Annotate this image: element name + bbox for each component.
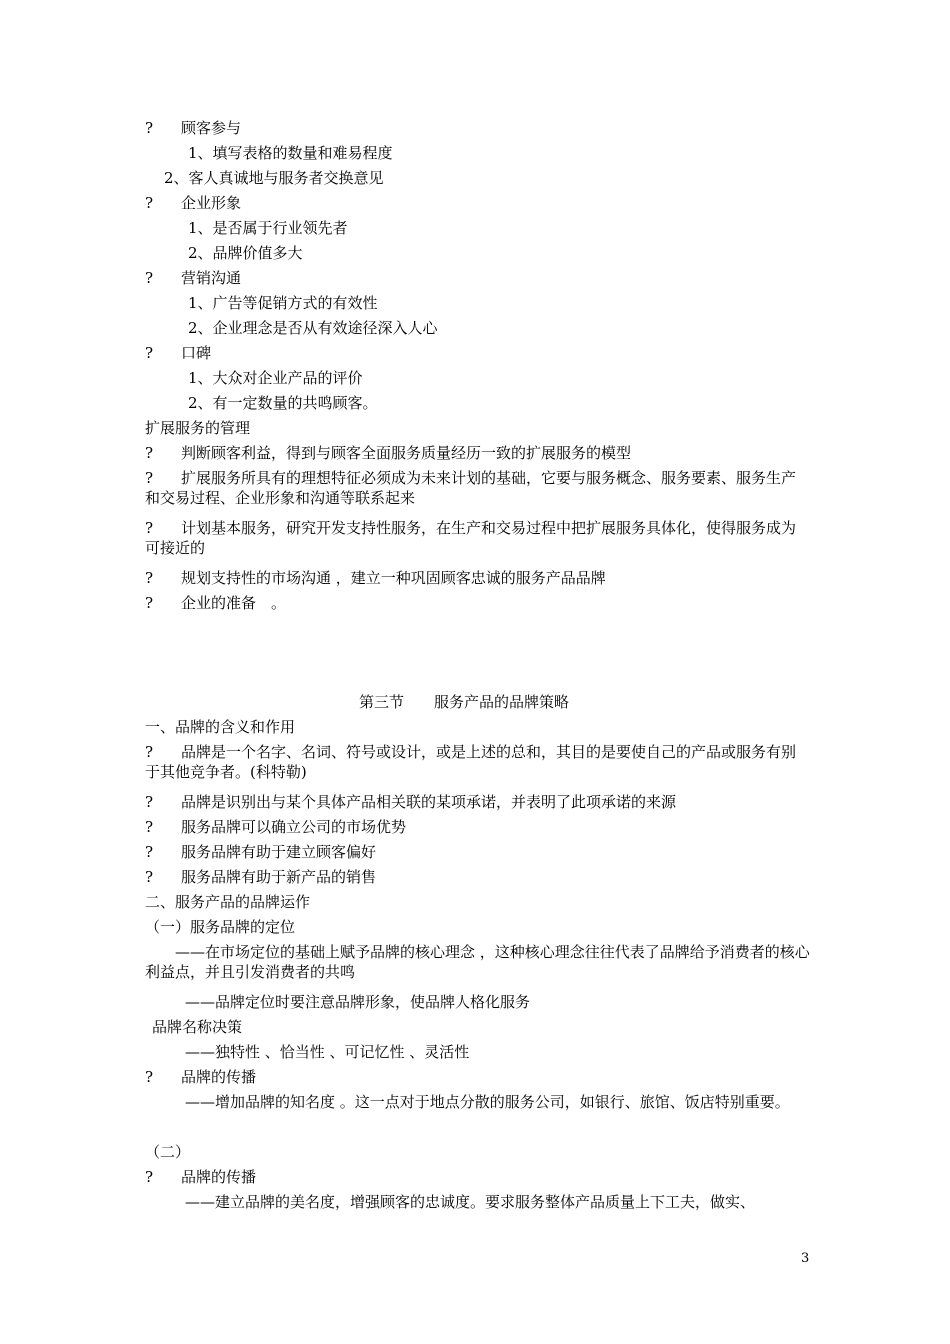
page-number: 3 (801, 1251, 810, 1266)
bullet-item: ? 服务品牌可以确立公司的市场优势 (145, 818, 407, 836)
bullet-marker: ? (145, 818, 154, 836)
bullet-marker: ? (145, 594, 154, 612)
bullet-marker: ? (145, 269, 154, 287)
paragraph: ——增加品牌的知名度 。这一点对于地点分散的服务公司，如银行、旅馆、饭店特别重要。 (185, 1093, 790, 1111)
bullet-item: ? 扩展服务所具有的理想特征必须成为未来计划的基础，它要与服务概念、服务要素、服务生产和交易过程、企业形象和沟通等联系起来 (145, 469, 797, 507)
bullet-marker: ? (145, 843, 154, 861)
sub-item: 1、广告等促销方式的有效性 (188, 294, 378, 312)
bullet-item: ? 口碑 (145, 344, 212, 362)
paragraph: ——在市场定位的基础上赋予品牌的核心理念 ，这种核心理念往往代表了品牌给予消费者的核心利益点，并且引发消费者的共鸣 (145, 943, 810, 981)
bullet-marker: ? (145, 194, 154, 212)
bullet-item: ? 企业的准备 。 (145, 594, 287, 612)
bullet-marker: ? (145, 569, 154, 587)
subsection-heading: （二） (145, 1143, 191, 1161)
bullet-item: ? 营销沟通 (145, 269, 242, 287)
paragraph: ——建立品牌的美名度，增强顾客的忠诚度。要求服务整体产品质量上下工夫，做实、 (185, 1193, 756, 1211)
subsection-heading: （一）服务品牌的定位 (145, 918, 296, 936)
section-heading: 一、品牌的含义和作用 (145, 718, 296, 736)
sub-item: 2、品牌价值多大 (188, 244, 303, 262)
bullet-item: ? 品牌是一个名字、名词、符号或设计，或是上述的总和，其目的是要使自己的产品或服务有别于其他竞争者。(科特勒) (145, 743, 797, 781)
bullet-marker: ? (145, 519, 154, 537)
sub-item: 1、是否属于行业领先者 (188, 219, 348, 237)
sub-item: 2、企业理念是否从有效途径深入人心 (188, 319, 438, 337)
bullet-marker: ? (145, 444, 154, 462)
bullet-marker: ? (145, 344, 154, 362)
bullet-item: ? 企业形象 (145, 194, 242, 212)
paragraph: ——品牌定位时要注意品牌形象，使品牌人格化服务 (185, 993, 531, 1011)
bullet-item: ? 顾客参与 (145, 119, 242, 137)
subsection-heading: 品牌名称决策 (152, 1018, 243, 1036)
section-title: 第三节 服务产品的品牌策略 (359, 693, 570, 711)
bullet-marker: ? (145, 868, 154, 886)
bullet-item: ? 品牌是识别出与某个具体产品相关联的某项承诺，并表明了此项承诺的来源 (145, 793, 677, 811)
sub-item: 1、大众对企业产品的评价 (188, 369, 363, 387)
paragraph: ——独特性 、恰当性 、可记忆性 、灵活性 (185, 1043, 470, 1061)
bullet-marker: ? (145, 1168, 154, 1186)
bullet-marker: ? (145, 793, 154, 811)
bullet-marker: ? (145, 469, 154, 487)
bullet-item: ? 规划支持性的市场沟通 ，建立一种巩固顾客忠诚的服务产品品牌 (145, 569, 606, 587)
bullet-marker: ? (145, 119, 154, 137)
bullet-item: ? 计划基本服务，研究开发支持性服务，在生产和交易过程中把扩展服务具体化，使得服务成为可接近的 (145, 519, 797, 557)
section-heading: 扩展服务的管理 (145, 419, 251, 437)
sub-item: 2、有一定数量的共鸣顾客。 (188, 394, 378, 412)
bullet-item: ? 判断顾客利益，得到与顾客全面服务质量经历一致的扩展服务的模型 (145, 444, 632, 462)
bullet-marker: ? (145, 743, 154, 761)
sub-item: 2、客人真诚地与服务者交换意见 (164, 169, 384, 187)
bullet-marker: ? (145, 1068, 154, 1086)
sub-item: 1、填写表格的数量和难易程度 (188, 144, 393, 162)
bullet-item: ? 服务品牌有助于新产品的销售 (145, 868, 377, 886)
bullet-item: ? 品牌的传播 (145, 1168, 257, 1186)
bullet-item: ? 品牌的传播 (145, 1068, 257, 1086)
bullet-item: ? 服务品牌有助于建立顾客偏好 (145, 843, 377, 861)
section-heading: 二、服务产品的品牌运作 (145, 893, 311, 911)
